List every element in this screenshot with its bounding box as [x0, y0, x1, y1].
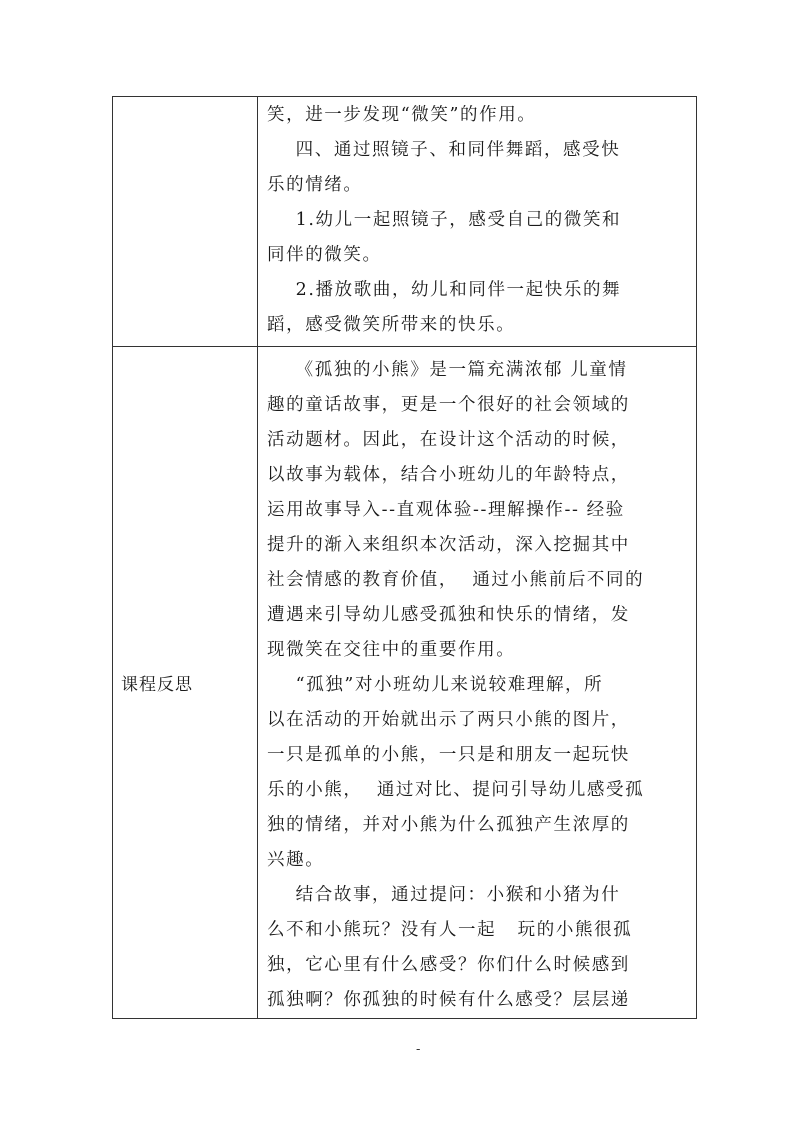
text-line: 笑，进一步发现“微笑”的作用。	[267, 105, 537, 125]
text-line: 结合故事，通过提问：小猴和小猪为什	[267, 885, 621, 905]
text-line: 独的情绪，并对小熊为什么孤独产生浓厚的	[267, 815, 630, 835]
text-line: 四、通过照镜子、和同伴舞蹈，感受快	[267, 140, 621, 160]
table-body	[113, 97, 697, 1019]
text-line: “孤独”对小班幼儿来说较难理解，所	[267, 675, 604, 695]
lesson-plan-table	[112, 96, 697, 1019]
row-content-cell	[258, 97, 697, 347]
text-line: 《孤独的小熊》是一篇充满浓郁 儿童情	[267, 360, 628, 380]
text-line: 乐的小熊， 通过对比、提问引导幼儿感受孤	[267, 780, 645, 800]
text-line: 2.播放歌曲，幼儿和同伴一起快乐的舞	[267, 280, 622, 300]
text-line: 社会情感的教育价值， 通过小熊前后不同的	[267, 570, 645, 590]
text-line: 兴趣。	[267, 850, 325, 870]
text-line: 独，它心里有什么感受？你们什么时候感到	[267, 955, 630, 975]
text-line: 蹈，感受微笑所带来的快乐。	[267, 315, 516, 335]
row-content-cell	[258, 347, 697, 1019]
text-line: 遭遇来引导幼儿感受孤独和快乐的情绪，发	[267, 605, 630, 625]
content-lines	[267, 97, 686, 346]
text-line: 趣的童话故事，更是一个很好的社会领域的	[267, 395, 630, 415]
text-line: 一只是孤单的小熊，一只是和朋友一起玩快	[267, 745, 630, 765]
table-row	[113, 347, 697, 1019]
text-line: 活动题材。因此，在设计这个活动的时候，	[267, 430, 630, 450]
page-number-mark: -	[416, 1042, 421, 1057]
content-lines	[267, 347, 686, 1018]
course-reflection-label: 课程反思	[113, 347, 258, 1019]
text-line: 现微笑在交往中的重要作用。	[267, 640, 516, 660]
text-line: 提升的渐入来组织本次活动，深入挖掘其中	[267, 535, 630, 555]
text-line: 乐的情绪。	[267, 175, 363, 195]
text-line: 孤独啊？你孤独的时候有什么感受？层层递	[267, 990, 630, 1010]
text-line: 以故事为载体，结合小班幼儿的年龄特点，	[267, 465, 630, 485]
text-line: 运用故事导入--直观体验--理解操作-- 经验	[267, 500, 625, 520]
table-row	[113, 97, 697, 347]
text-line: 以在活动的开始就出示了两只小熊的图片，	[267, 710, 630, 730]
text-line: 同伴的微笑。	[267, 245, 382, 265]
text-line: 么不和小熊玩？没有人一起 玩的小熊很孤	[267, 920, 633, 940]
text-line: 1.幼儿一起照镜子，感受自己的微笑和	[267, 210, 622, 230]
row-label-cell	[113, 97, 258, 347]
